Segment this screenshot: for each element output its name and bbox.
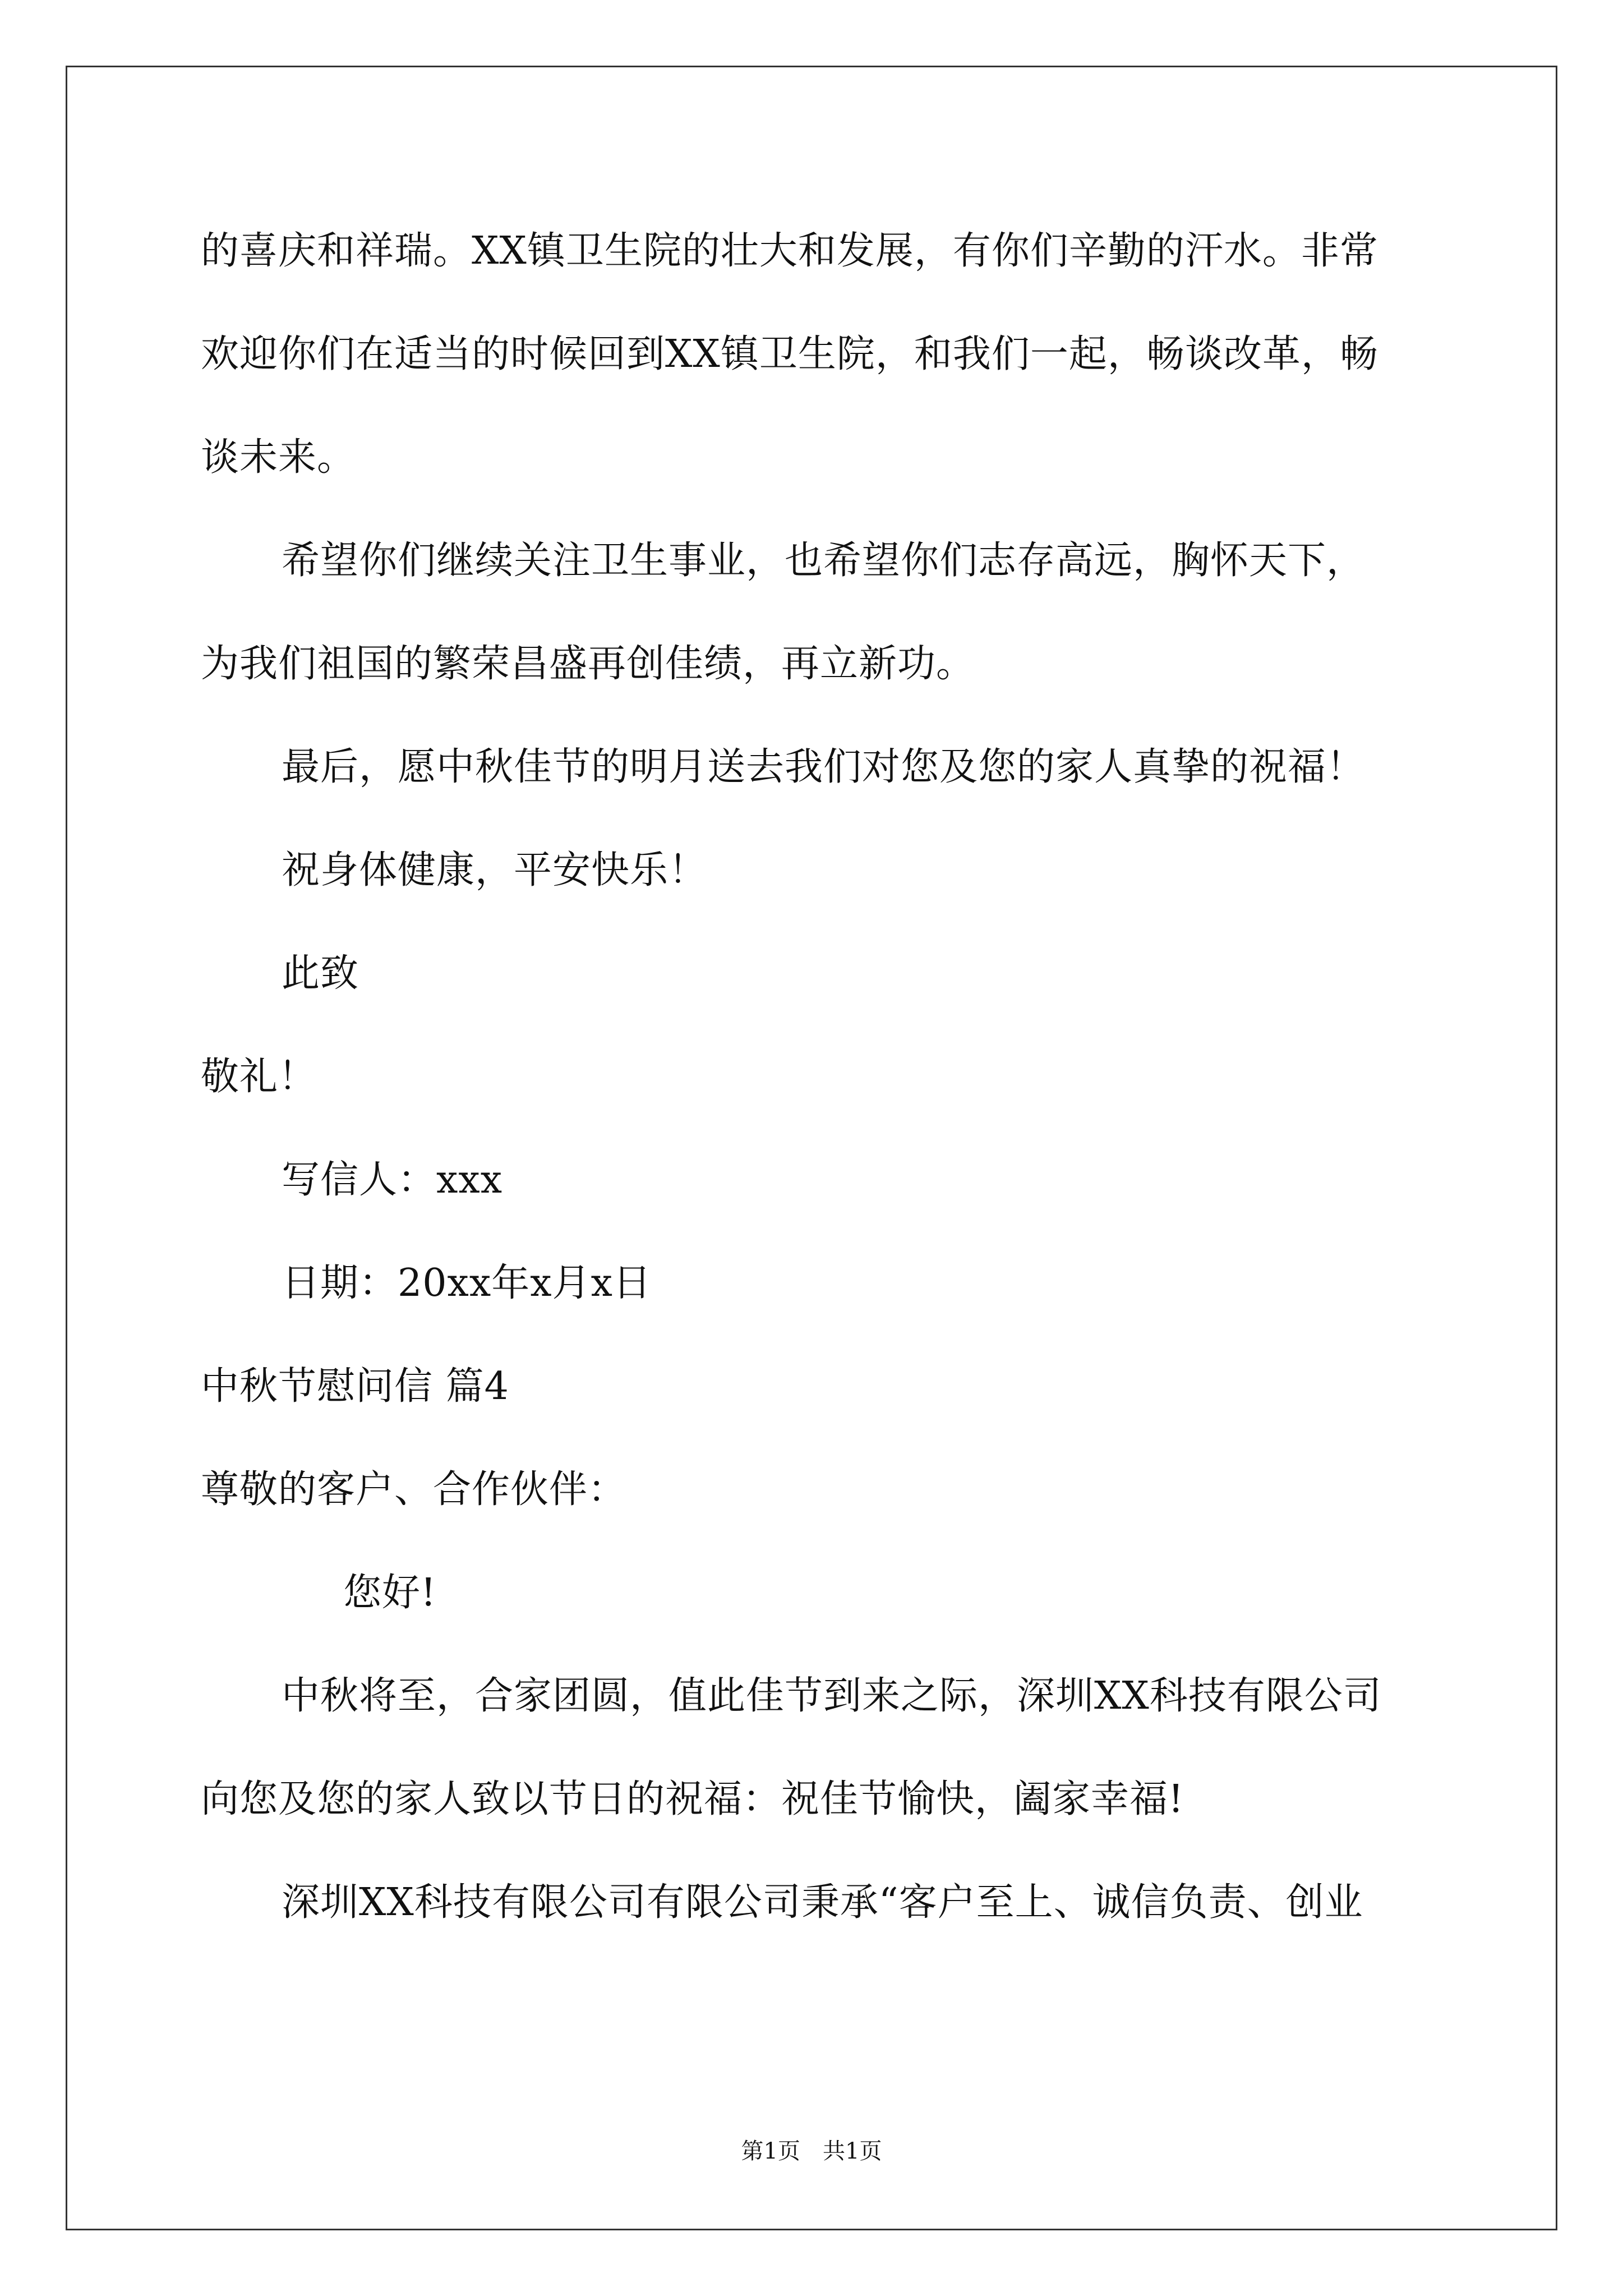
section-heading: 中秋节慰问信 篇4 <box>201 1364 509 1409</box>
signature-writer: 写信人：xxx <box>282 1158 503 1202</box>
body-line-5: 为我们祖国的繁荣昌盛再创佳绩，再立新功。 <box>201 642 975 686</box>
body-line-16: 向您及您的家人致以节日的祝福：祝佳节愉快，阖家幸福! <box>201 1777 1184 1821</box>
closing-salutation: 此致 <box>282 951 359 996</box>
closing-regards: 敬礼！ <box>201 1055 317 1099</box>
page-number-footer: 第1页 共1页 <box>741 2138 882 2164</box>
signature-date: 日期：20xx年x月x日 <box>282 1261 652 1305</box>
body-line-17: 深圳XX科技有限公司有限公司秉承“客户至上、诚信负责、创业 <box>282 1880 1363 1925</box>
body-line-3: 谈未来。 <box>201 435 356 480</box>
greeting-hello: 您好! <box>343 1571 437 1615</box>
body-line-7: 祝身体健康，平安快乐！ <box>282 848 708 892</box>
body-line-2: 欢迎你们在适当的时候回到XX镇卫生院，和我们一起，畅谈改革，畅 <box>201 332 1378 376</box>
body-line-6: 最后，愿中秋佳节的明月送去我们对您及您的家人真挚的祝福！ <box>282 745 1366 789</box>
body-line-4: 希望你们继续关注卫生事业，也希望你们志存高远，胸怀天下， <box>282 539 1366 583</box>
body-line-15: 中秋将至，合家团圆，值此佳节到来之际，深圳XX科技有限公司 <box>282 1674 1382 1718</box>
greeting-recipient: 尊敬的客户、合作伙伴： <box>201 1467 627 1512</box>
body-line-1: 的喜庆和祥瑞。XX镇卫生院的壮大和发展，有你们辛勤的汗水。非常 <box>201 229 1378 273</box>
